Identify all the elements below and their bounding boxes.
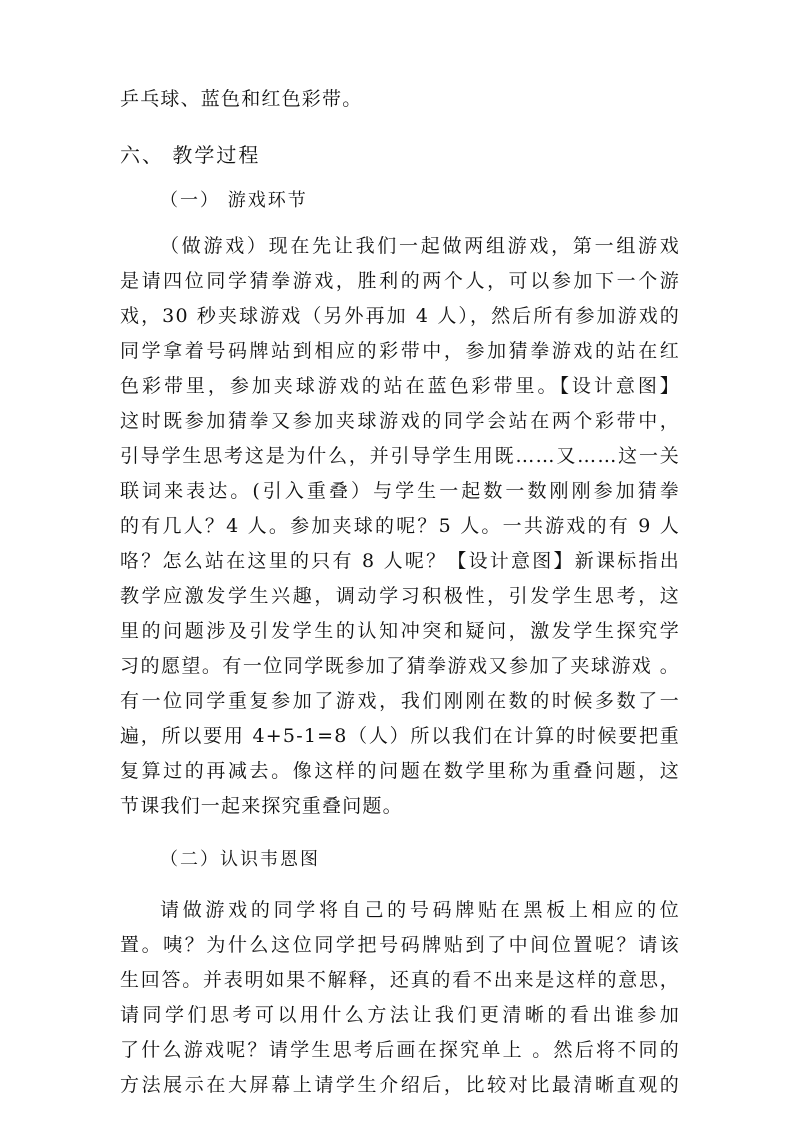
subsection-heading-1: （一） 游戏环节 — [160, 190, 308, 211]
paragraph-1-line: 联词来表达。(引入重叠）与学生一起数一数刚刚参加猜拳 — [120, 480, 680, 502]
paragraph-2-line: 请做游戏的同学将自己的号码牌贴在黑板上相应的位 — [160, 899, 680, 921]
paragraph-2-line: 了什么游戏呢？请学生思考后画在探究单上 。然后将不同的 — [120, 1039, 680, 1061]
paragraph-2-line: 方法展示在大屏幕上请学生介绍后，比较对比最清晰直观的 — [120, 1074, 680, 1096]
paragraph-1-line: 色彩带里，参加夹球游戏的站在蓝色彩带里。【设计意图】 — [120, 375, 680, 397]
paragraph-1-line: 有一位同学重复参加了游戏，我们刚刚在数的时候多数了一 — [120, 690, 680, 712]
paragraph-1-line: 的有几人？4 人。参加夹球的呢？5 人。一共游戏的有 9 人 — [120, 515, 680, 537]
paragraph-1-line: 节课我们一起来探究重叠问题。 — [120, 795, 403, 817]
paragraph-1-line: 是请四位同学猜拳游戏，胜利的两个人，可以参加下一个游 — [120, 270, 680, 292]
paragraph-1-line: 同学拿着号码牌站到相应的彩带中，参加猜拳游戏的站在红 — [120, 340, 680, 362]
paragraph-1-line: 咯？怎么站在这里的只有 8 人呢？【设计意图】新课标指出 — [120, 550, 680, 572]
paragraph-1-line: 遍，所以要用 4+5-1=8（人）所以我们在计算的时候要把重 — [120, 725, 680, 747]
paragraph-1-line: （做游戏）现在先让我们一起做两组游戏，第一组游戏 — [160, 235, 680, 257]
paragraph-1-line: 引导学生思考这是为什么，并引导学生用既……又……这一关 — [120, 445, 680, 467]
paragraph-2-line: 生回答。并表明如果不解释，还真的看不出来是这样的意思， — [120, 969, 680, 991]
paragraph-1-line: 习的愿望。有一位同学既参加了猜拳游戏又参加了夹球游戏 。 — [120, 655, 680, 677]
intro-line: 乒乓球、蓝色和红色彩带。 — [120, 88, 363, 110]
section-heading: 六、 教学过程 — [120, 143, 261, 167]
subsection-heading-2: （二）认识韦恩图 — [160, 849, 320, 870]
paragraph-1-line: 教学应激发学生兴趣，调动学习积极性，引发学生思考，这 — [120, 585, 680, 607]
paragraph-1-line: 里的问题涉及引发学生的认知冲突和疑问，激发学生探究学 — [120, 620, 680, 642]
paragraph-2-line: 请同学们思考可以用什么方法让我们更清晰的看出谁参加 — [120, 1004, 680, 1026]
paragraph-2-line: 置。咦？为什么这位同学把号码牌贴到了中间位置呢？请该 — [120, 934, 680, 956]
paragraph-1-line: 戏，30 秒夹球游戏（另外再加 4 人），然后所有参加游戏的 — [120, 305, 680, 327]
paragraph-1-line: 这时既参加猜拳又参加夹球游戏的同学会站在两个彩带中， — [120, 410, 680, 432]
paragraph-1-line: 复算过的再减去。像这样的问题在数学里称为重叠问题，这 — [120, 760, 680, 782]
